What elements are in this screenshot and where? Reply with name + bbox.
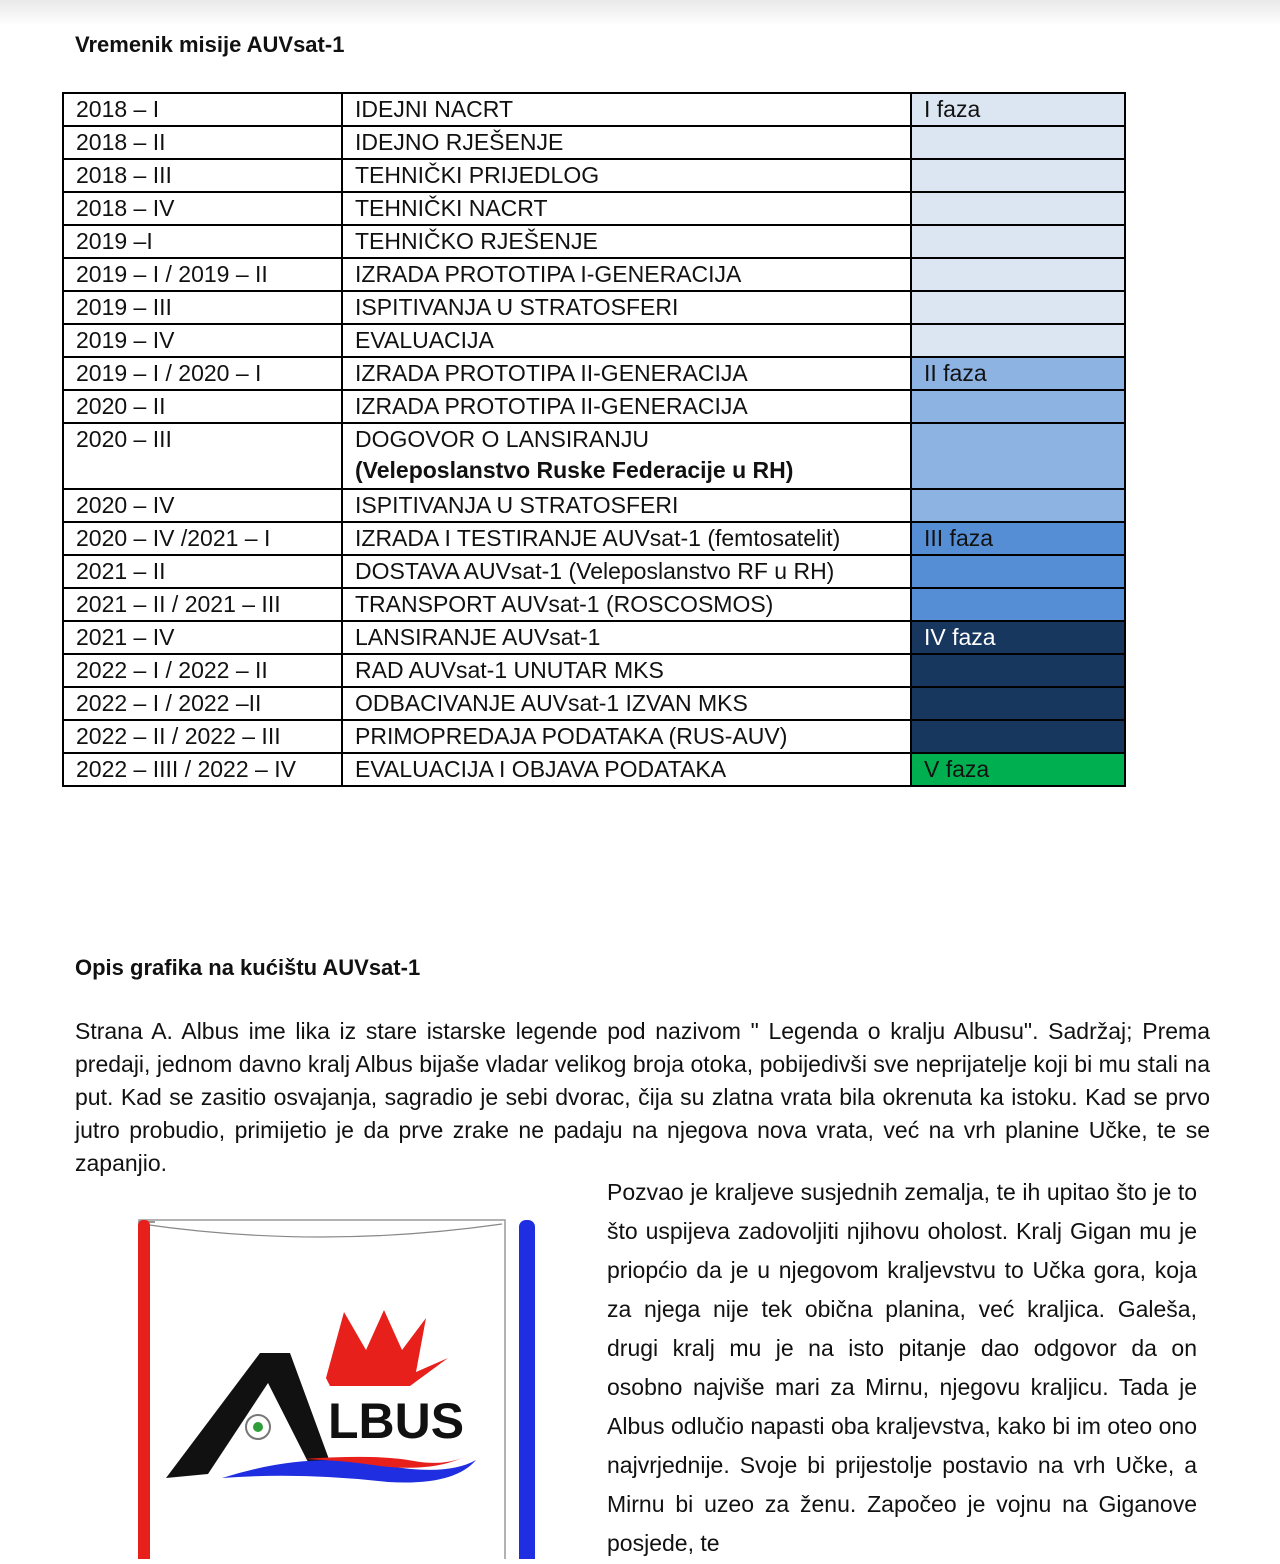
timeline-row [63,324,1125,357]
activity-cell [342,192,911,225]
graphics-heading: Opis grafika na kućištu AUVsat-1 [75,955,421,980]
timeline-row [63,390,1125,423]
activity-cell [342,225,911,258]
activity-text: IZRADA PROTOTIPA II-GENERACIJA [355,393,748,419]
period-cell: 2019 – IV [63,324,342,357]
housing-outline [139,1220,505,1559]
red-side-stripe [138,1220,150,1559]
timeline-row [63,489,1125,522]
phase-cell: II faza [911,357,1125,390]
activity-text: TEHNIČKI PRIJEDLOG [355,162,600,188]
timeline-row [63,588,1125,621]
activity-text: IDEJNO RJEŠENJE [355,129,564,155]
timeline-row [63,225,1125,258]
phase-cell: IV faza [911,621,1125,654]
period-cell: 2020 – III [63,423,342,489]
activity-cell [342,159,911,192]
activity-text: EVALUACIJA [355,327,494,353]
phase-cell [911,324,1125,357]
phase-cell [911,687,1125,720]
albus-housing-graphic [130,1210,550,1559]
legend-paragraph-1: Strana A. Albus ime lika iz stare istarske legende pod nazivom " Legenda o kralju Albusu". Sadržaj; Prema predaji, jednom davno kralj Albus bijaše vladar velikog broja otoka, pobijedivši sve neprijatelje koji bi mu stali na put. Kad se zasitio osvajanja, sagradio je sebi dvorac, čija su zlatna vrata bila okrenuta ka istoku. Kad se prvo jutro probudio, primijetio je da prve zrake ne padaju na njegova nova vrata, već na vrh planine Učke, te se zapanjio. [75,1018,1210,1176]
activity-text: TRANSPORT AUVsat-1 (ROSCOSMOS) [355,591,774,617]
timeline-row [63,192,1125,225]
activity-text: IZRADA PROTOTIPA I-GENERACIJA [355,261,742,287]
activity-text: IZRADA I TESTIRANJE AUVsat-1 (femtosatelit) [355,525,841,551]
activity-cell [342,324,911,357]
logo-green-dot [253,1422,263,1432]
period-cell: 2019 – I / 2020 – I [63,357,342,390]
phase-cell [911,423,1125,489]
blue-side-stripe [519,1220,535,1559]
activity-cell [342,522,911,555]
activity-text: ISPITIVANJA U STRATOSFERI [355,492,679,518]
activity-text: TEHNIČKO RJEŠENJE [355,228,598,254]
activity-cell [342,555,911,588]
activity-cell [342,357,911,390]
timeline-row [63,687,1125,720]
phase-cell [911,390,1125,423]
page-top-shadow [0,0,1280,26]
timeline-row [63,93,1125,126]
activity-cell [342,621,911,654]
activity-text: ISPITIVANJA U STRATOSFERI [355,294,679,320]
phase-cell [911,192,1125,225]
activity-text: DOGOVOR O LANSIRANJU [355,426,649,452]
activity-cell [342,588,911,621]
timeline-row [63,291,1125,324]
activity-text: IDEJNI NACRT [355,96,514,122]
activity-cell [342,390,911,423]
activity-text: IZRADA PROTOTIPA II-GENERACIJA [355,360,748,386]
phase-cell [911,258,1125,291]
phase-cell: III faza [911,522,1125,555]
period-cell: 2021 – II / 2021 – III [63,588,342,621]
albus-housing-figure [130,1210,550,1559]
timeline-body [63,93,1125,786]
timeline-row [63,126,1125,159]
activity-cell [342,423,911,489]
period-cell: 2018 – III [63,159,342,192]
activity-cell [342,489,911,522]
legend-paragraph-2: Pozvao je kraljeve susjednih zemalja, te ih upitao što je to što uspijeva zadovoljiti njihovu oholost. Kralj Gigan mu je priopćio da je u njegovom kraljevstvu to Učka gora, koja za njega nije tek obična planina, već kraljica. Galeša, drugi kralj mu je na isto pitanje dao odgovor da on osobno najviše mari za Mirnu, njegovu kraljicu. Tada je Albus odlučio napasti oba kraljevstva, kako bi im oteo ono najvrjednije. Svoje bi prijestolje postavio na vrh Učke, a Mirnu bi uzeo za ženu. Započeo je vojnu na Giganove posjede, te [607,1179,1197,1556]
activity-text: TEHNIČKI NACRT [355,195,548,221]
activity-text: LANSIRANJE AUVsat-1 [355,624,601,650]
activity-text: RAD AUVsat-1 UNUTAR MKS [355,657,664,683]
activity-cell [342,720,911,753]
timeline-heading: Vremenik misije AUVsat-1 [75,32,345,57]
activity-text: PRIMOPREDAJA PODATAKA (RUS-AUV) [355,723,788,749]
phase-cell [911,291,1125,324]
phase-cell [911,555,1125,588]
period-cell: 2021 – IV [63,621,342,654]
timeline-row [63,720,1125,753]
phase-cell [911,225,1125,258]
timeline-row [63,753,1125,786]
timeline-row [63,522,1125,555]
timeline-row [63,621,1125,654]
timeline-row [63,258,1125,291]
albus-logo-text: LBUS [328,1393,465,1449]
activity-cell [342,126,911,159]
phase-cell [911,588,1125,621]
period-cell: 2021 – II [63,555,342,588]
phase-cell [911,126,1125,159]
timeline-row [63,654,1125,687]
activity-note: (Veleposlanstvo Ruske Federacije u RH) [355,457,794,483]
period-cell: 2018 – II [63,126,342,159]
phase-cell [911,489,1125,522]
activity-cell [342,258,911,291]
timeline-row [63,357,1125,390]
phase-cell [911,159,1125,192]
period-cell: 2018 – I [63,93,342,126]
activity-cell [342,753,911,786]
period-cell: 2020 – IV /2021 – I [63,522,342,555]
activity-cell [342,654,911,687]
period-cell: 2019 – I / 2019 – II [63,258,342,291]
activity-cell [342,687,911,720]
timeline-row [63,555,1125,588]
period-cell: 2019 –I [63,225,342,258]
phase-cell [911,654,1125,687]
activity-text: DOSTAVA AUVsat-1 (Veleposlanstvo RF u RH) [355,558,835,584]
mission-timeline-table [62,92,1126,787]
period-cell: 2019 – III [63,291,342,324]
timeline-row [63,159,1125,192]
period-cell: 2022 – I / 2022 –II [63,687,342,720]
activity-cell [342,93,911,126]
activity-cell [342,291,911,324]
phase-cell [911,720,1125,753]
activity-text: EVALUACIJA I OBJAVA PODATAKA [355,756,727,782]
period-cell: 2022 – II / 2022 – III [63,720,342,753]
period-cell: 2022 – IIII / 2022 – IV [63,753,342,786]
phase-cell: I faza [911,93,1125,126]
period-cell: 2018 – IV [63,192,342,225]
period-cell: 2022 – I / 2022 – II [63,654,342,687]
activity-text: ODBACIVANJE AUVsat-1 IZVAN MKS [355,690,748,716]
period-cell: 2020 – IV [63,489,342,522]
period-cell: 2020 – II [63,390,342,423]
timeline-row [63,423,1125,489]
phase-cell: V faza [911,753,1125,786]
